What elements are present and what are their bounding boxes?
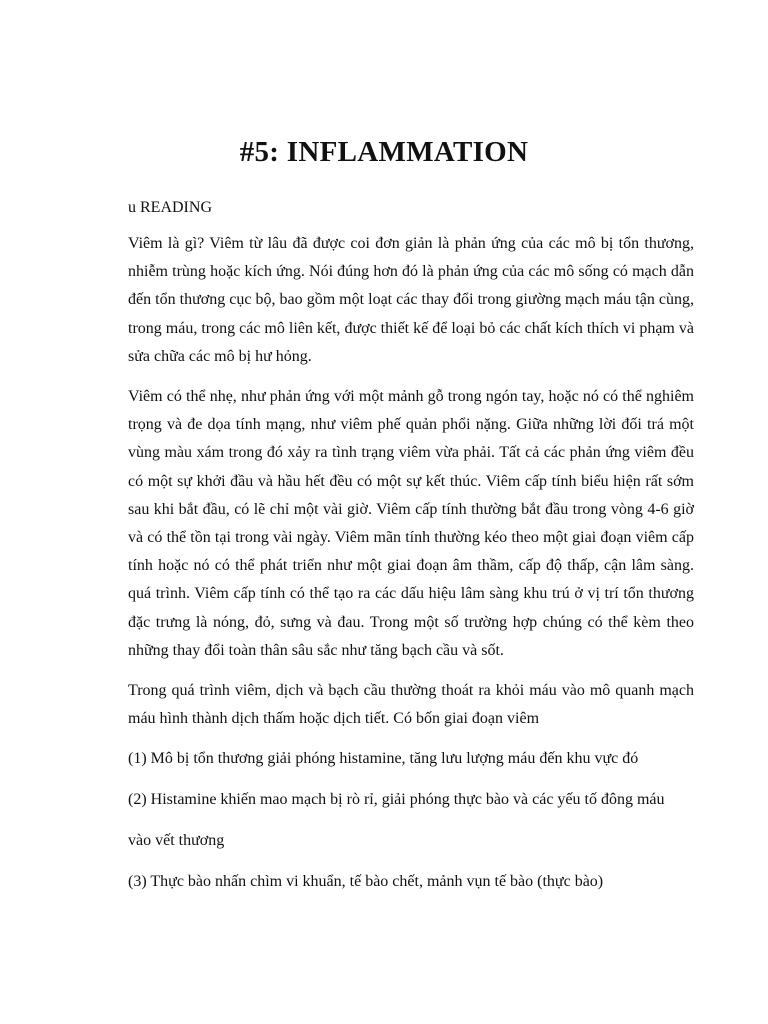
paragraph-stages-intro: Trong quá trình viêm, dịch và bạch cầu thường thoát ra khỏi máu vào mô quanh mạch máu hình thành dịch thấm hoặc dịch tiết. Có bốn giai đoạn viêm: [128, 682, 694, 728]
section-label: u READING: [128, 199, 212, 216]
paragraph-definition: Viêm là gì? Viêm từ lâu đã được coi đơn giản là phản ứng của các mô bị tổn thương, nhiễm trùng hoặc kích ứng. Nói đúng hơn đó là phản ứng của các mô sống có mạch dẫn đến tổn thương cục bộ, bao gồm một loạt các thay đổi trong giường mạch máu tận cùng, trong máu, trong các mô liên kết, được thiết kế để loại bỏ các chất kích thích vi phạm và sửa chữa các mô bị hư hỏng.: [128, 235, 694, 365]
stage-2-continued: vào vết thương: [128, 832, 225, 850]
stage-2: (2) Histamine khiến mao mạch bị rò rỉ, giải phóng thực bào và các yếu tố đông máu: [128, 791, 665, 809]
stage-1: (1) Mô bị tổn thương giải phóng histamine, tăng lưu lượng máu đến khu vực đó: [128, 750, 639, 768]
page-title: #5: INFLAMMATION: [239, 136, 529, 168]
paragraph-acute-chronic: Viêm có thể nhẹ, như phản ứng với một mảnh gỗ trong ngón tay, hoặc nó có thể nghiêm trọng và đe dọa tính mạng, như viêm phế quản phổi nặng. Giữa những lời đối trá một vùng màu xám trong đó xảy ra tình trạng viêm vừa phải. Tất cả các phản ứng viêm đều có một sự khởi đầu và hầu hết đều có một sự kết thúc. Viêm cấp tính biểu hiện rất sớm sau khi bắt đầu, có lẽ chỉ một vài giờ. Viêm cấp tính thường bắt đầu trong vòng 4-6 giờ và có thể tồn tại trong vài ngày. Viêm mãn tính thường kéo theo một giai đoạn viêm cấp tính hoặc nó có thể phát triển như một giai đoạn âm thầm, cấp độ thấp, cận lâm sàng. quá trình. Viêm cấp tính có thể tạo ra các dấu hiệu lâm sàng khu trú ở vị trí tổn thương đặc trưng là nóng, đỏ, sưng và đau. Trong một số trường hợp chúng có thể kèm theo những thay đổi toàn thân sâu sắc như tăng bạch cầu và sốt.: [128, 388, 694, 659]
document-body: [128, 196, 694, 894]
stage-3: (3) Thực bào nhấn chìm vi khuẩn, tế bào chết, mảnh vụn tế bào (thực bào): [128, 873, 604, 891]
